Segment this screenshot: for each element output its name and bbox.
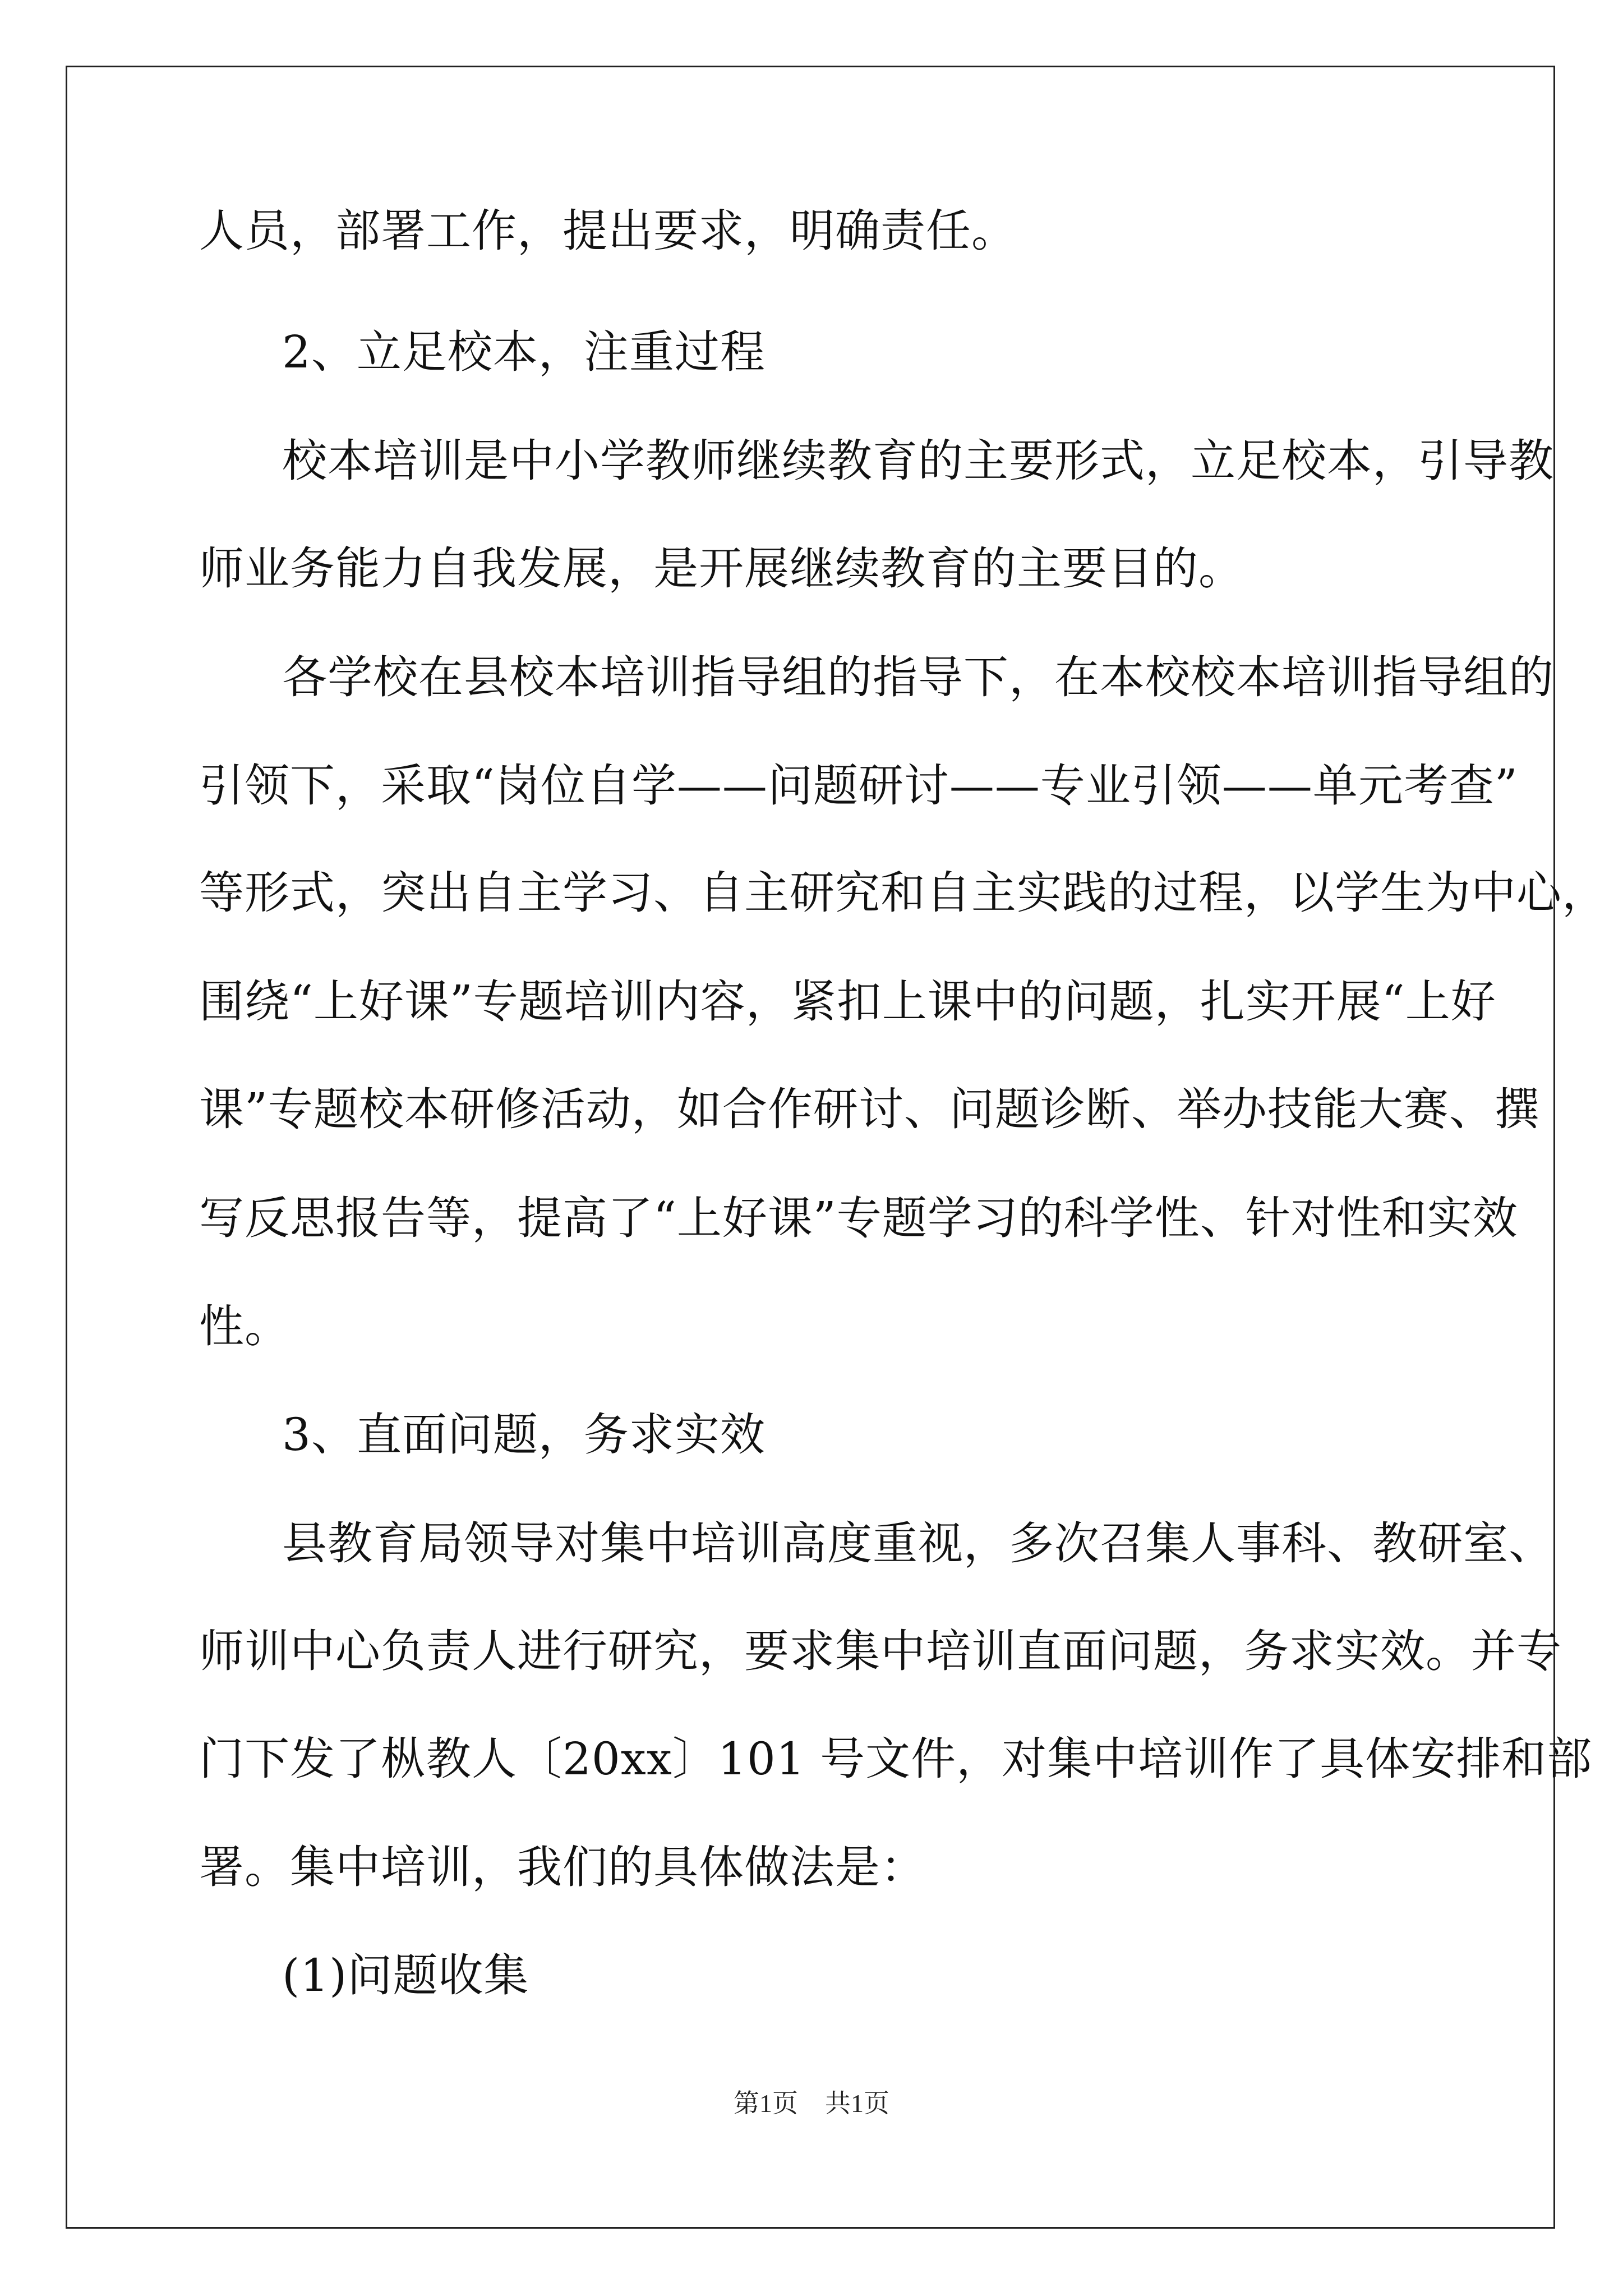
- paragraph-line: 等形式，突出自主学习、自主研究和自主实践的过程，以学生为中心，: [199, 867, 1607, 919]
- paragraph-line: 师业务能力自我发展，是开展继续教育的主要目的。: [199, 542, 1244, 595]
- paragraph-line: 师训中心负责人进行研究，要求集中培训直面问题，务求实效。并专: [199, 1625, 1562, 1677]
- section-heading: 2、立足校本，注重过程: [282, 326, 766, 378]
- paragraph-line: 课”专题校本研修活动，如合作研讨、问题诊断、举办技能大赛、撰: [199, 1083, 1540, 1135]
- paragraph-line: 门下发了枞教人〔20xx〕101 号文件，对集中培训作了具体安排和部: [199, 1733, 1593, 1785]
- paragraph-line: 引领下，采取“岗位自学——问题研讨——专业引领——单元考查”: [199, 760, 1518, 812]
- paragraph-line: 校本培训是中小学教师继续教育的主要形式，立足校本，引导教: [282, 435, 1554, 487]
- subsection-heading: (1)问题收集: [282, 1949, 529, 2001]
- page-total: 共1页: [825, 2089, 889, 2118]
- page-border: [66, 66, 1555, 2229]
- paragraph-line: 性。: [199, 1300, 290, 1352]
- paragraph-line: 围绕“上好课”专题培训内容，紧扣上课中的问题，扎实开展“上好: [199, 976, 1496, 1028]
- page-number: 第1页: [734, 2089, 798, 2118]
- paragraph-line: 人员，部署工作，提出要求，明确责任。: [199, 205, 1017, 257]
- paragraph-line: 署。集中培训，我们的具体做法是：: [199, 1841, 926, 1893]
- section-heading: 3、直面问题，务求实效: [282, 1409, 766, 1461]
- paragraph-line: 各学校在县校本培训指导组的指导下，在本校校本培训指导组的: [282, 651, 1554, 703]
- paragraph-line: 写反思报告等，提高了“上好课”专题学习的科学性、针对性和实效: [199, 1192, 1518, 1244]
- paragraph-line: 县教育局领导对集中培训高度重视，多次召集人事科、教研室、: [282, 1517, 1554, 1570]
- page-footer: [0, 2088, 1623, 2119]
